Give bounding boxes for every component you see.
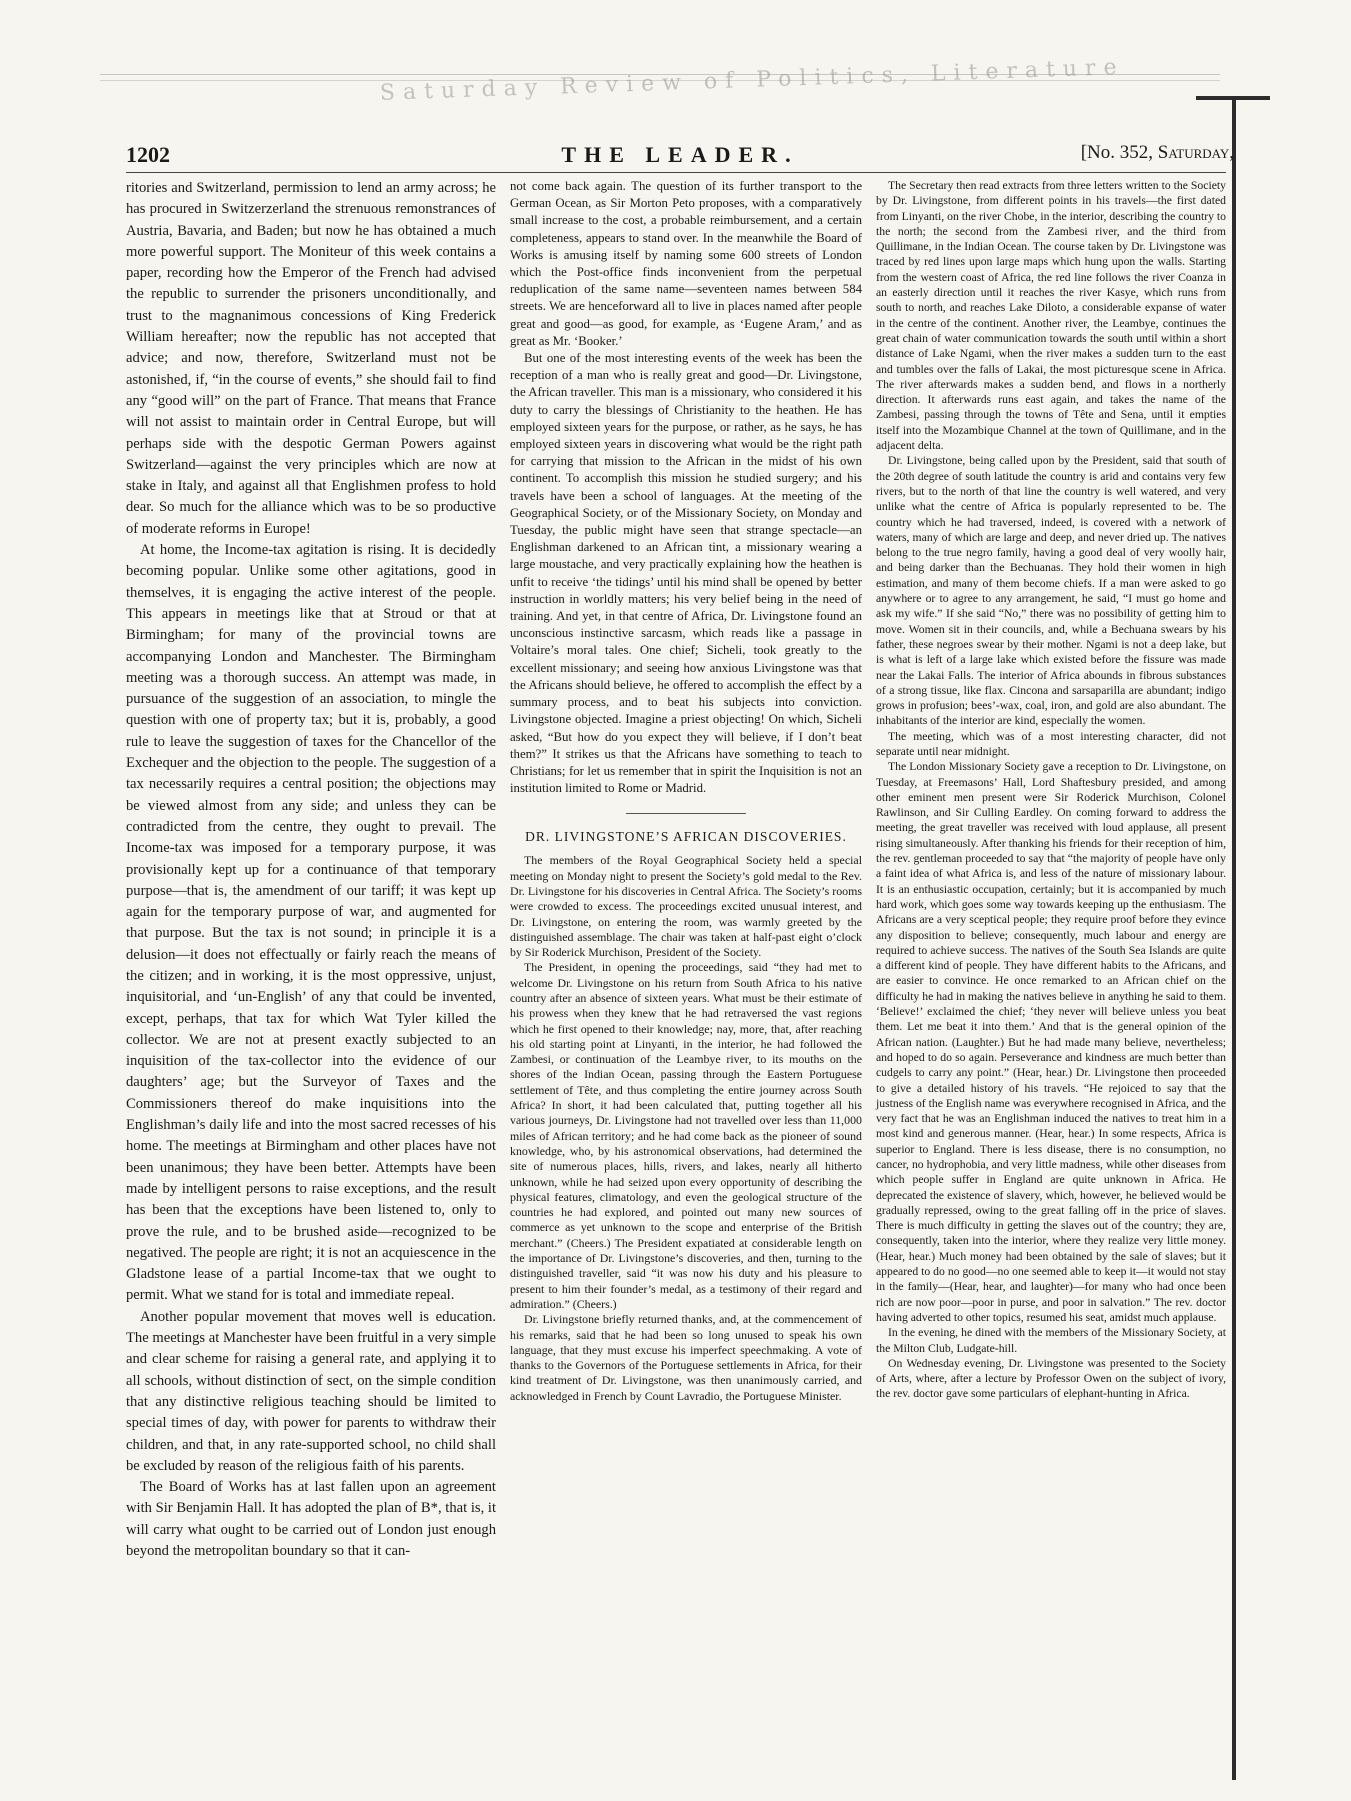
- paragraph: In the evening, he dined with the members of the Missionary Society, at the Milton Club, Ludgate-hill.: [876, 1326, 1226, 1355]
- paragraph: Dr. Livingstone briefly returned thanks, and, at the commencement of his remarks, said that he had been so long unused to speak his own language, that they must excuse his imperfect speechmaking. A vote of thanks to the Governors of the Portuguese settlements in Africa, for their kind treatment of Dr. Livingstone, was then unanimously carried, and acknowledged in French by Count Lavradio, the Portuguese Minister.: [510, 1312, 862, 1403]
- paragraph: The meeting, which was of a most interesting character, did not separate until near midnight.: [876, 729, 1226, 758]
- issue-day: Saturday,: [1157, 142, 1234, 163]
- issue-number: [1081, 142, 1234, 164]
- page-edge-line: [1232, 100, 1236, 1780]
- paragraph: not come back again. The question of its further transport to the German Ocean, as Sir Morton Peto proposes, with a comparatively small increase to the cost, a probable reimbursement, and a certain completeness, appears to stand over. In the meanwhile the Board of Works is amusing itself by naming some 600 streets of London which the Post-office finds inconvenient from the perpetual reduplication of the same name—seventeen names between 584 streets. We are henceforward all to live in places named after people great and good—as good, for example, as ‘Eugene Aram,’ and as great as Mr. ‘Booker.’: [510, 179, 862, 348]
- paragraph: The members of the Royal Geographical Society held a special meeting on Monday night to present the Society’s gold medal to the Rev. Dr. Livingstone for his discoveries in Central Africa. The Society’s rooms were crowded to excess. The proceedings excited unusual interest, and Dr. Livingstone, on entering the room, was warmly greeted by the distinguished assemblage. The chair was taken at half-past eight o’clock by Sir Roderick Murchison, President of the Society.: [510, 853, 862, 960]
- paragraph: At home, the Income-tax agitation is rising. It is decidedly becoming popular. Unlike some other agitations, good in themselves, it is engaging the active interest of the people. This appears in meetings like that at Stroud or that at Birmingham; for many of the provincial towns are accompanying London and Manchester. The Birmingham meeting was a thorough success. An attempt was made, in pursuance of the suggestion of an association, to mingle the question with one of property tax; but it is, probably, a good rule to leave the suggestion of taxes for the Chancellor of the Exchequer and the objection to the people. The suggestion of a tax necessarily requires a central position; the objections may be viewed almost from any side; and unless they can be contradicted from the centre, they ought to prevail. The Income-tax was imposed for a temporary purpose, it was provisionally kept up for a continuance of that temporary purpose—that is, the amendment of our tariff; it was kept up again for the temporary purpose of war, and augmented for that purpose. But the tax is not sound; in principle it is a delusion—it does not effectually or fairly reach the means of the citizen; and in working, it is the most oppressive, unjust, inquisitorial, and ‘un-English’ of any that could be invented, except, perhaps, that tax for which Wat Tyler killed the collector. We are not at present exactly subjected to an inquisition of the tax-collector into the evidence of our daughters’ age; but the Surveyor of Taxes and the Commissioners thereof do make inquisitions into the Englishman’s daily life and into the most sacred recesses of his home. The meetings at Birmingham and other places have not been unanimous; they have been better. Attempts have been made by intelligent persons to raise exceptions, and the result has been that the exceptions have been listened to, only to prove the rule, and to be brushed aside—recognized to be negatived. The people are right; it is not an acquiescence in the Gladstone lease of a partial Income-tax that we ought to permit. What we stand for is total and immediate repeal.: [126, 542, 496, 1304]
- column-1: [126, 178, 496, 1713]
- column-3: [876, 178, 1226, 1768]
- newspaper-title: THE LEADER.: [561, 142, 799, 167]
- paragraph: Another popular movement that moves well is education. The meetings at Manchester have been fruitful in a very simple and clear scheme for raising a general rate, and applying it to all schools, without distinction of sect, on the simple condition that any distinctive religious teaching should be limited to special times of day, with power for parents to withdraw their children, and that, in any rate-supported school, no child shall be excluded by reason of the religious faith of his parents.: [126, 1308, 496, 1474]
- paragraph: The Board of Works has at last fallen upon an agreement with Sir Benjamin Hall. It has adopted the plan of B*, that is, it will carry what ought to be carried out of London just enough beyond the metropolitan boundary so that it can-: [126, 1479, 496, 1559]
- paragraph: The London Missionary Society gave a reception to Dr. Livingstone, on Tuesday, at Freemasons’ Hall, Lord Shaftesbury presided, and among other eminent men present were Sir Roderick Murchison, Colonel Rawlinson, and Sir Culling Eardley. On coming forward to address the meeting, the great traveller was received with loud applause, all present rising simultaneously. After thanking his friends for their reception of him, the rev. gentleman proceeded to say that “the majority of people have only a faint idea of what Africa is, and less of the nature of missionary labour. It is an enthusiastic occupation, certainly; but it is accompanied by much hard work, which goes some way towards keeping up the enthusiasm. The Africans are a very sceptical people; they require proof before they evince any disposition to believe; consequently, much labour and energy are required to achieve success. The natives of the South Sea Islands are quite a different kind of people. They have different habits to the Africans, and are easier to convince. He once remarked to an African chief on the difficulty he had in making the natives believe in anything he said to them. ‘Believe!’ exclaimed the chief; ‘they never will believe unless you beat them. Let me beat it into them.’ And that is the general opinion of the African nation. (Laughter.) But he had made many believe, nevertheless; and hoped to do so again. Perseverance and kindness are much better than cudgels to carry any point.” (Hear, hear.) Dr. Livingstone then proceeded to give a detailed history of his travels. “He rejoiced to say that the justness of the English name was everywhere recognised in Africa, and the very fact that he was an Englishman induced the natives to treat him in a most kind and generous manner. (Hear, hear.) In some respects, Africa is superior to England. There is less disease, there is no consumption, no cancer, no hydrophobia, and very little madness, while other diseases from which people suffer in England are quite unknown in Africa. He deprecated the existence of slavery, which, however, he believed would be gradually repressed, owing to the great falling off in the price of slaves. There is much difficulty in getting the slaves out of the country; they are, consequently, taken into the interior, where they realize very little money. (Hear, hear.) Much money had been obtained by the sale of slaves; but it appeared to do no good—no one seemed able to keep it—it would not stay in the family—(Hear, hear, and laughter)—for many who had once been rich are now poor—poor in purse, and poor in salvation.” The rev. doctor having adverted to other topics, resumed his seat, amidst much applause.: [876, 760, 1226, 1324]
- paragraph: The Secretary then read extracts from three letters written to the Society by Dr. Livingstone, from different points in his travels—the first dated from Linyanti, on the river Chobe, in the interior, describing the country to the north; the second from the Zambesi river, and the third from Quillimane, in the Indian Ocean. The course taken by Dr. Livingstone was traced by red lines upon large maps which hung upon the walls. Starting from the western coast of Africa, the red line follows the river Coanza in an easterly direction until it reaches the river Kasye, which runs from south to north, and reaches Lake Diloto, a considerable expanse of water in the centre of the continent. Another river, the Leambye, continues the great chain of water communication towards the south until within a short distance of Lake Ngami, when the river makes a sudden turn to the east and tumbles over the falls of Lakai, the most picturesque scene in Africa. The river afterwards makes a sudden bend, and flows in a northerly direction. It afterwards runs east again, and takes the name of the Zambesi, passing through the towns of Tête and Sena, until it empties itself into the Mozambique Channel at the town of Quillimane, and in the adjacent delta.: [876, 179, 1226, 453]
- page-number: 1202: [126, 142, 170, 167]
- paragraph: On Wednesday evening, Dr. Livingstone was presented to the Society of Arts, where, after a lecture by Professor Owen on the subject of ivory, the rev. doctor gave some particulars of elephant-hunting in Africa.: [876, 1356, 1226, 1401]
- paragraph: Dr. Livingstone, being called upon by the President, said that south of the 20th degree of south latitude the country is arid and contains very few rivers, but to the north of that line the country is well watered, and very unlike what the centre of Africa is popularly represented to be. The country which he had traversed, indeed, is covered with a network of waters, many of which are large and deep, and never dried up. The natives belong to the true negro family, having a good deal of very woolly hair, and being darker than the Bechuanas. They hold their women in high estimation, and many of them become chiefs. If a man were asked to go anywhere or to agree to any arrangement, he said, “I must go home and ask my wife.” If she said “No,” there was no possibility of getting him to move. Women sit in their councils, and, while a Bechuana swears by his father, these negroes swear by their mother. Ngami is not a deep lake, but is what is left of a large lake which existed before the fissure was made near the Lakai Falls. The interior of Africa abounds in fibrous substances of a strong tissue, like flax. Cincona and sarsaparilla are abundant; indigo grows in profusion; bees’-wax, coal, iron, and gold are also abundant. The inhabitants of the interior are kind, especially the women.: [876, 454, 1226, 728]
- bleed-through-text: Saturday Review of Politics, Literature: [379, 54, 1125, 106]
- masthead-rule: [126, 172, 1226, 173]
- paragraph: The President, in opening the proceedings, said “they had met to welcome Dr. Livingstone on his return from South Africa to his native country after an absence of sixteen years. What must be their estimate of his prowess when they knew that he had retraversed the vast regions which he first opened to their knowledge; nay, more, that, after reaching his old starting point at Linyanti, in the interior, he had followed the Zambesi, or continuation of the Leambye river, to its mouths on the shores of the Indian Ocean, passing through the Eastern Portuguese settlement of Tête, and thus completing the entire journey across South Africa? In short, it had been calculated that, putting together all his various journeys, Dr. Livingstone had not travelled over less than 11,000 miles of African territory; and he had come back as the pioneer of sound knowledge, who, by his astronomical observations, had determined the site of numerous places, hills, rivers, and lakes, nearly all hitherto unknown, while he had seized upon every opportunity of describing the physical features, climatology, and even the geological structure of the countries he had explored, and pointed out many new sources of commerce as yet unknown to the scope and enterprise of the British merchant.” (Cheers.) The President expatiated at considerable length on the importance of Dr. Livingstone’s discoveries, and then, turning to the distinguished traveller, said “it was now his duty and his pleasure to present to him their founder’s medal, as a testimony of their regard and admiration.” (Cheers.): [510, 960, 862, 1311]
- masthead: [126, 142, 1234, 170]
- issue-prefix: [No. 352,: [1080, 142, 1158, 163]
- column-2: [510, 178, 862, 1728]
- paragraph: But one of the most interesting events of the week has been the reception of a man who is really great and good—Dr. Livingstone, the African traveller. This man is a missionary, who considered it his duty to carry the blessings of Christianity to the heathen. He has employed sixteen years for the purpose, or rather, as he says, he has employed sixteen years in discovering what would be the right path for carrying that mission to the African in the midst of his own continent. To accomplish this mission he studied surgery; and his travels have been a school of languages. At the meeting of the Geographical Society, or of the Missionary Society, on Monday and Tuesday, the public might have seen that strange spectacle—an Englishman darkened to an African tint, a missionary wearing a large moustache, and very practically explaining how the heathen is unfit to receive ‘the tidings’ until his mind shall be opened by better instruction in worldly matters; his very belief being in the need of training. And yet, in that centre of Africa, Dr. Livingstone found an unconscious instinctive sarcasm, which reads like a passage in Voltaire’s moral tales. One chief; Sicheli, took greatly to the excellent missionary; and seeing how anxious Livingstone was that the Africans should believe, he offered to accomplish the effect by a summary process, and to beat his subjects into conviction. Livingstone objected. Imagine a priest objecting! On which, Sicheli asked, “But how do you expect they will believe, if I don’t beat them?” It strikes us that the Africans have something to teach to Christians; for let us remember that in spirit the Inquisition is not an institution limited to Rome or Madrid.: [510, 351, 862, 796]
- article-body: [510, 853, 862, 1404]
- article-separator: [626, 813, 746, 814]
- paragraph: ritories and Switzerland, permission to lend an army across; he has procured in Switzerzerland the strenuous remonstrances of Austria, Bavaria, and Baden; but now he has obtained a much more powerful support. The Moniteur of this week contains a paper, recording how the Emperor of the French had advised the republic to surrender the prisoners unconditionally, and trust to the magnanimous concessions of King Frederick William hereafter; now the republic has not accepted that advice; and now, therefore, Switzerland must not be astonished, if, “in the course of events,” she should fail to find any “good will” on the part of France. That means that France will not assist to maintain order in Central Europe, but will perhaps side with the despotic German Powers against Switzerland—against the very principles which are now at stake in Italy, and against all that Englishmen profess to hold dear. So much for the alliance which was to be so productive of moderate reforms in Europe!: [126, 180, 496, 537]
- article-title: DR. LIVINGSTONE’S AFRICAN DISCOVERIES.: [525, 829, 847, 845]
